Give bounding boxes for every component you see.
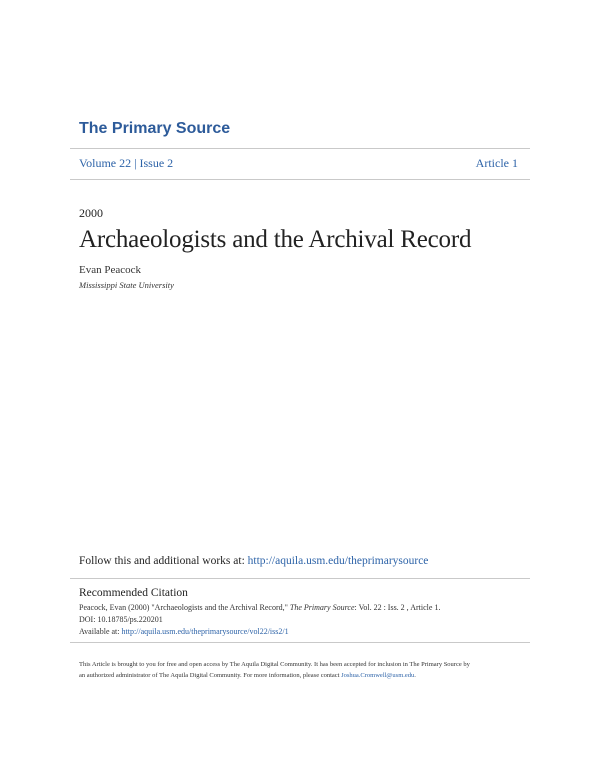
footer-text: an authorized administrator of The Aquila Digital Community. For more information, please contact — [79, 672, 342, 679]
citation-divider-top — [70, 578, 530, 579]
header-divider-top — [70, 148, 530, 149]
footer-line-1: This Article is brought to you for free and open access by The Aquila Digital Community. It has been accepted for inclusion in The Primary Source by — [79, 661, 470, 668]
citation-volume: : Vol. 22 : Iss. 2 , Article 1. — [354, 603, 441, 612]
citation-text: Peacock, Evan (2000) "Archaeologists and the Archival Record," — [79, 603, 290, 612]
article-url-link[interactable]: http://aquila.usm.edu/theprimarysource/vol22/iss2/1 — [121, 627, 289, 636]
footer-period: . — [414, 672, 416, 679]
contact-email-link[interactable]: Joshua.Cromwell@usm.edu — [341, 672, 415, 679]
publication-year: 2000 — [79, 206, 103, 220]
repository-link[interactable]: http://aquila.usm.edu/theprimarysource — [247, 555, 429, 567]
available-label: Available at: — [79, 627, 122, 636]
article-title: Archaeologists and the Archival Record — [79, 226, 472, 253]
recommended-citation-heading: Recommended Citation — [79, 587, 188, 599]
citation-journal: The Primary Source — [289, 603, 355, 612]
volume-issue-link[interactable]: Volume 22 | Issue 2 — [79, 156, 174, 170]
citation-divider-bottom — [70, 642, 530, 643]
author-name: Evan Peacock — [79, 264, 141, 276]
author-affiliation: Mississippi State University — [79, 280, 174, 290]
follow-text: Follow this and additional works at: — [79, 555, 248, 567]
citation-available — [79, 627, 289, 636]
article-number-link[interactable]: Article 1 — [475, 156, 518, 170]
journal-title[interactable]: The Primary Source — [79, 120, 231, 137]
citation-doi: DOI: 10.18785/ps.220201 — [79, 615, 163, 624]
volume-issue-line — [79, 156, 539, 171]
header-divider-bottom — [70, 179, 530, 180]
footer-line-2 — [79, 672, 416, 679]
citation-line — [79, 603, 440, 612]
follow-line — [79, 555, 428, 567]
